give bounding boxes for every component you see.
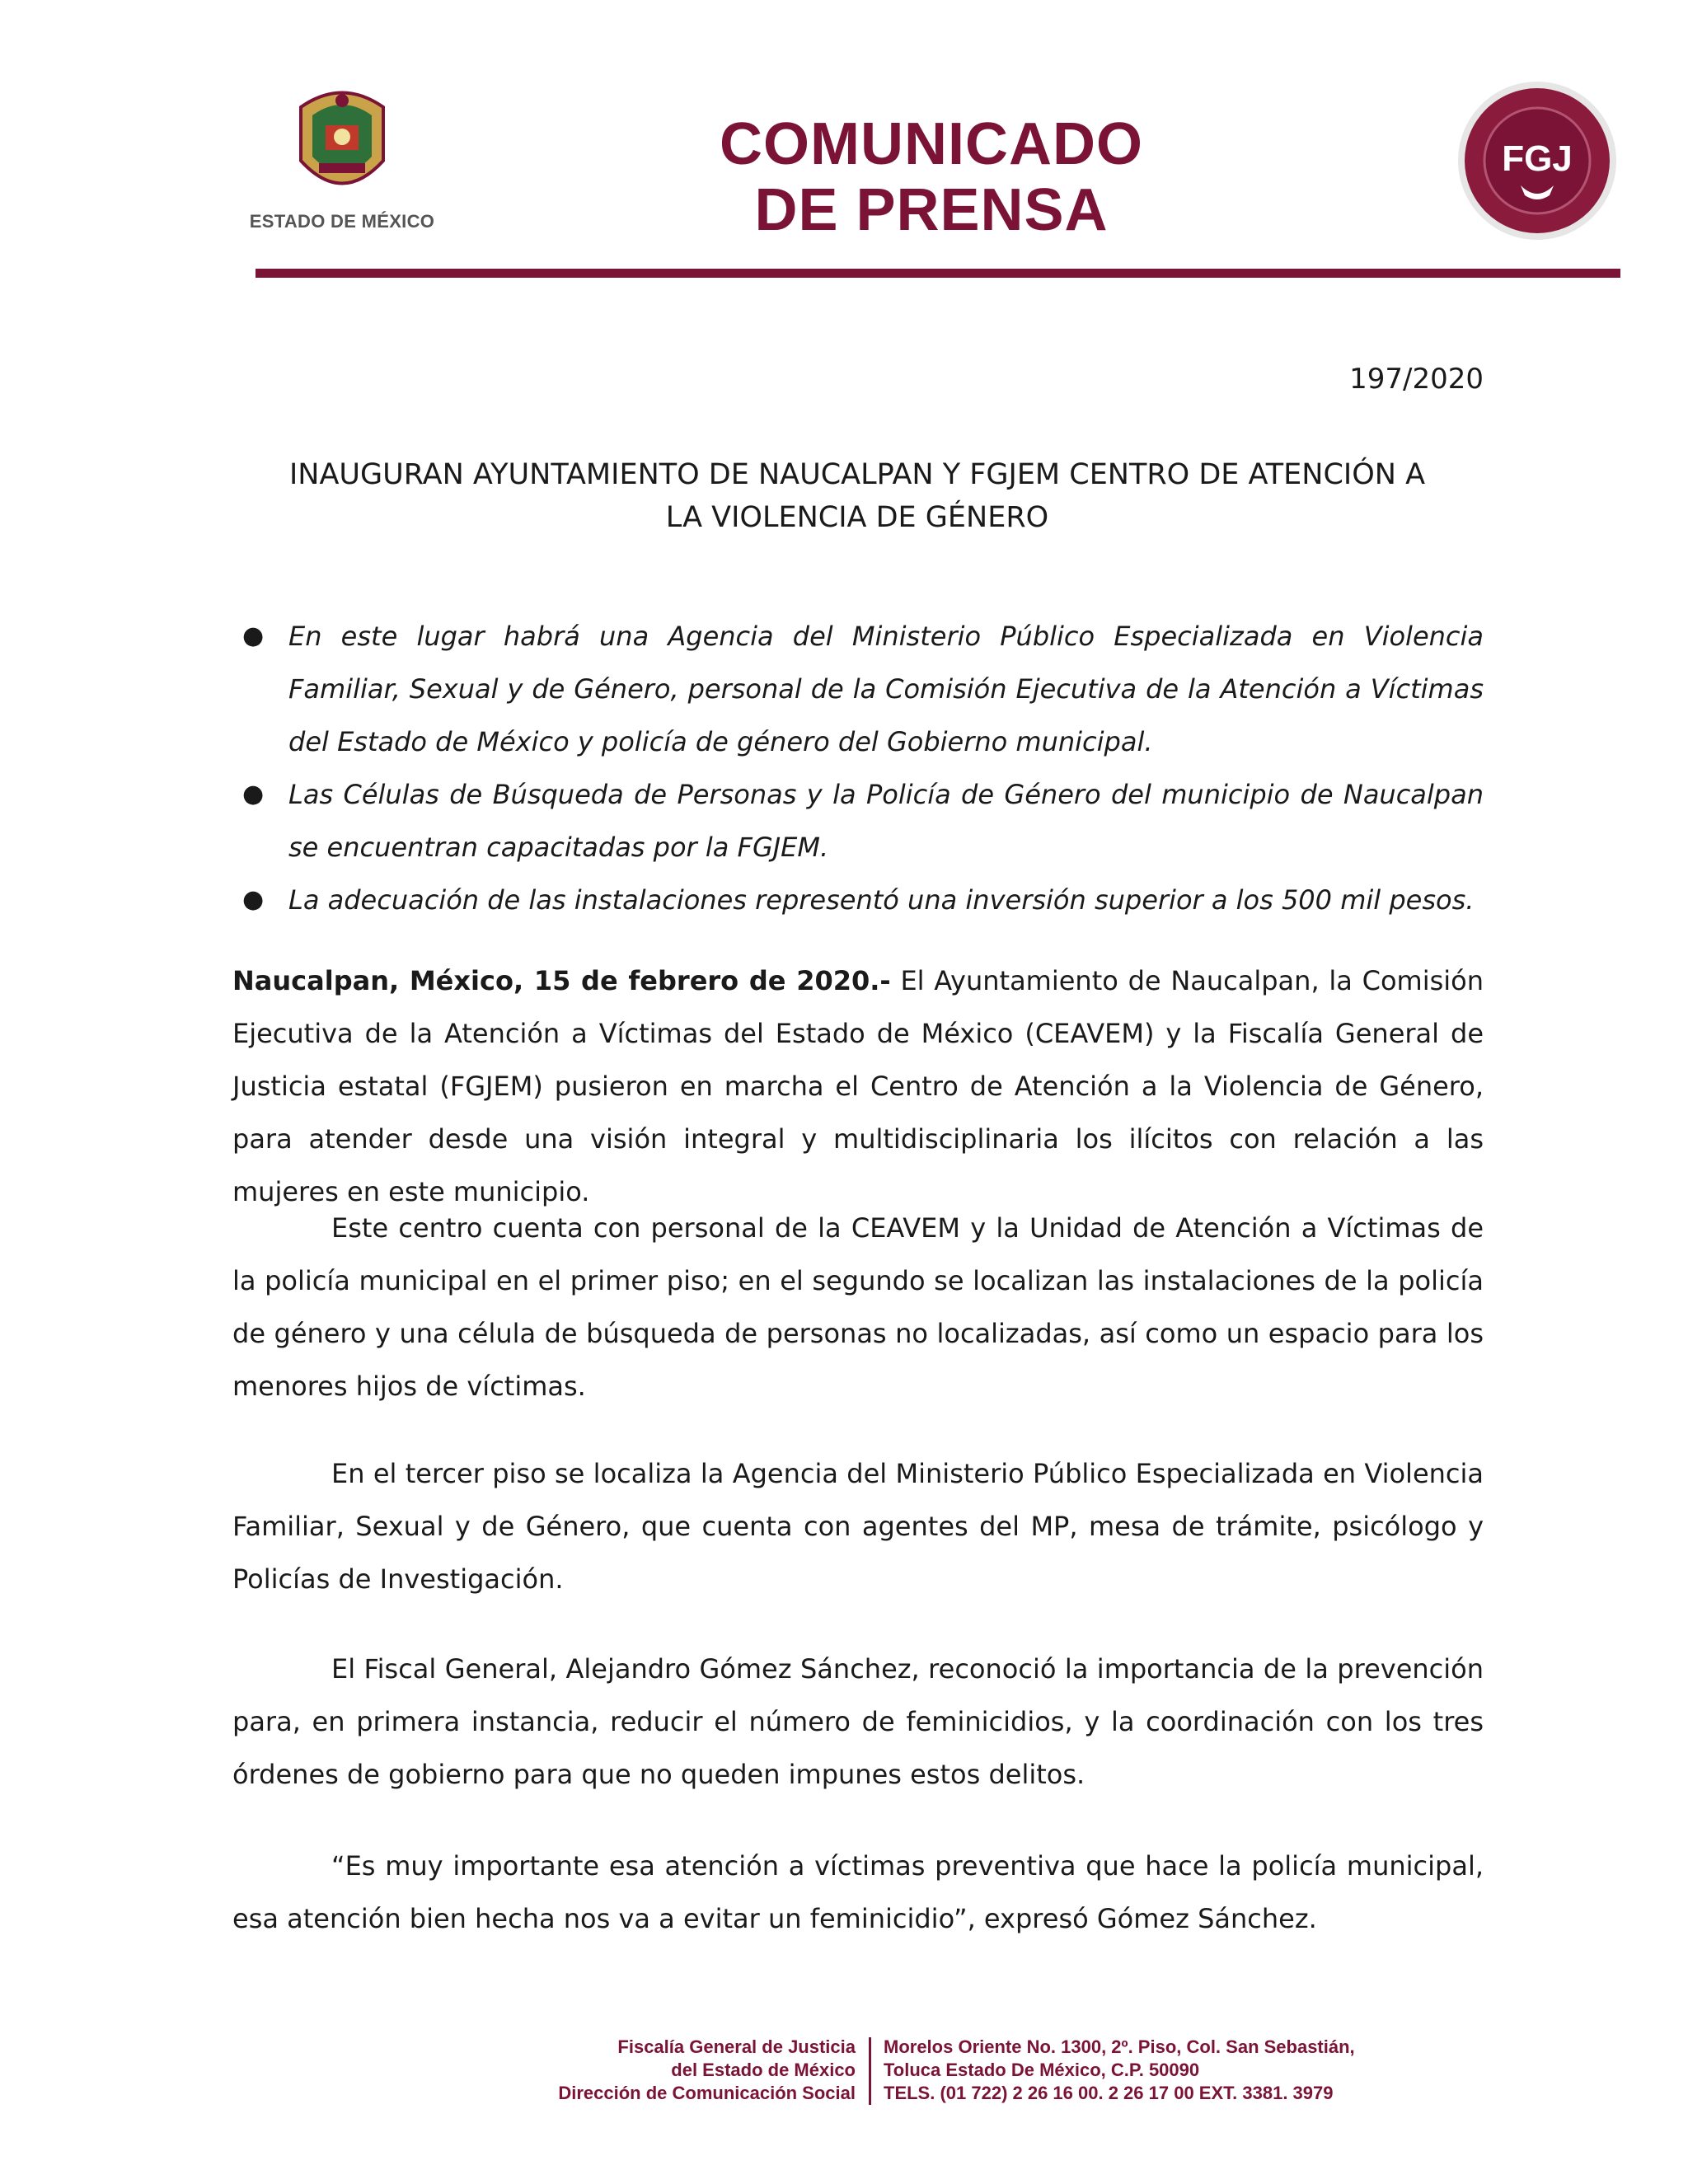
highlights-list xyxy=(232,610,1484,926)
page-title xyxy=(659,111,1203,243)
seal-text: FGJ xyxy=(1502,138,1573,179)
paragraph: En el tercer piso se localiza la Agencia del Ministerio Público Especializada en Violencia Familiar, Sexual y de Género, que cuenta con agentes del MP, mesa de trámite, psicólogo y Policías de Investigación. xyxy=(232,1458,1484,1595)
list-item: ● La adecuación de las instalaciones representó una inversión superior a los 500 mil pesos. xyxy=(232,874,1484,926)
dateline: Naucalpan, México, 15 de febrero de 2020.- xyxy=(232,965,891,996)
header-divider xyxy=(256,269,1620,278)
list-item: ● Las Células de Búsqueda de Personas y la Policía de Género del municipio de Naucalpan se encuentran capacitadas por la FGJEM. xyxy=(232,768,1484,874)
release-number: 197/2020 xyxy=(1349,363,1484,396)
headline-line-2: LA VIOLENCIA DE GÉNERO xyxy=(665,501,1049,534)
paragraph: El Fiscal General, Alejandro Gómez Sánchez, reconoció la importancia de la prevención para, en primera instancia, reducir el número de feminicidios, y la coordinación con los tres órdenes de gobierno para que no queden impunes estos delitos. xyxy=(232,1653,1484,1790)
bullet-icon: ● xyxy=(242,621,265,650)
paragraph: Este centro cuenta con personal de la CEAVEM y la Unidad de Atención a Víctimas de la policía municipal en el primer piso; en el segundo se localizan las instalaciones de la policía de género y una célula de búsqueda de personas no localizadas, así como un espacio para los menores hijos de víctimas. xyxy=(232,1212,1484,1402)
title-line-1: COMUNICADO xyxy=(720,111,1143,177)
headline-line-1: INAUGURAN AYUNTAMIENTO DE NAUCALPAN Y FGJEM CENTRO DE ATENCIÓN A xyxy=(288,458,1426,491)
list-item: ● En este lugar habrá una Agencia del Ministerio Público Especializada en Violencia Familiar, Sexual y de Género, personal de la Comisión Ejecutiva de la Atención a Víctimas del Estado de México y policía de género del Gobierno municipal. xyxy=(232,610,1484,768)
paragraph: “Es muy importante esa atención a víctimas preventiva que hace la policía municipal, esa atención bien hecha nos va a evitar un feminicidio”, expresó Gómez Sánchez. xyxy=(232,1850,1484,1934)
footer-institution: Fiscalía General de Justicia del Estado de México Dirección de Comunicación Social xyxy=(558,2036,856,2103)
headline xyxy=(231,453,1484,539)
title-line-2: DE PRENSA xyxy=(754,177,1109,243)
footer-address: Morelos Oriente No. 1300, 2º. Piso, Col. San Sebastián, Toluca Estado De México, C.P. 50090 TELS. (01 722) 2 26 16 00. 2 26 17 00 EXT. 3381. 3979 xyxy=(884,2036,1355,2103)
paragraph-intro: Naucalpan, México, 15 de febrero de 2020.- El Ayuntamiento de Naucalpan, la Comisión Ejecutiva de la Atención a Víctimas del Estado de México (CEAVEM) y la Fiscalía General de Justicia estatal (FGJEM) pusieron en marcha el Centro de Atención a la Violencia de Género, para atender desde una visión integral y multidisciplinaria los ilícitos con relación a las mujeres en este municipio. xyxy=(232,965,1484,1207)
bullet-icon: ● xyxy=(242,780,265,808)
footer-divider xyxy=(869,2037,871,2105)
bullet-icon: ● xyxy=(242,885,265,914)
state-label: ESTADO DE MÉXICO xyxy=(249,211,435,232)
fgj-seal-icon xyxy=(1455,78,1620,243)
